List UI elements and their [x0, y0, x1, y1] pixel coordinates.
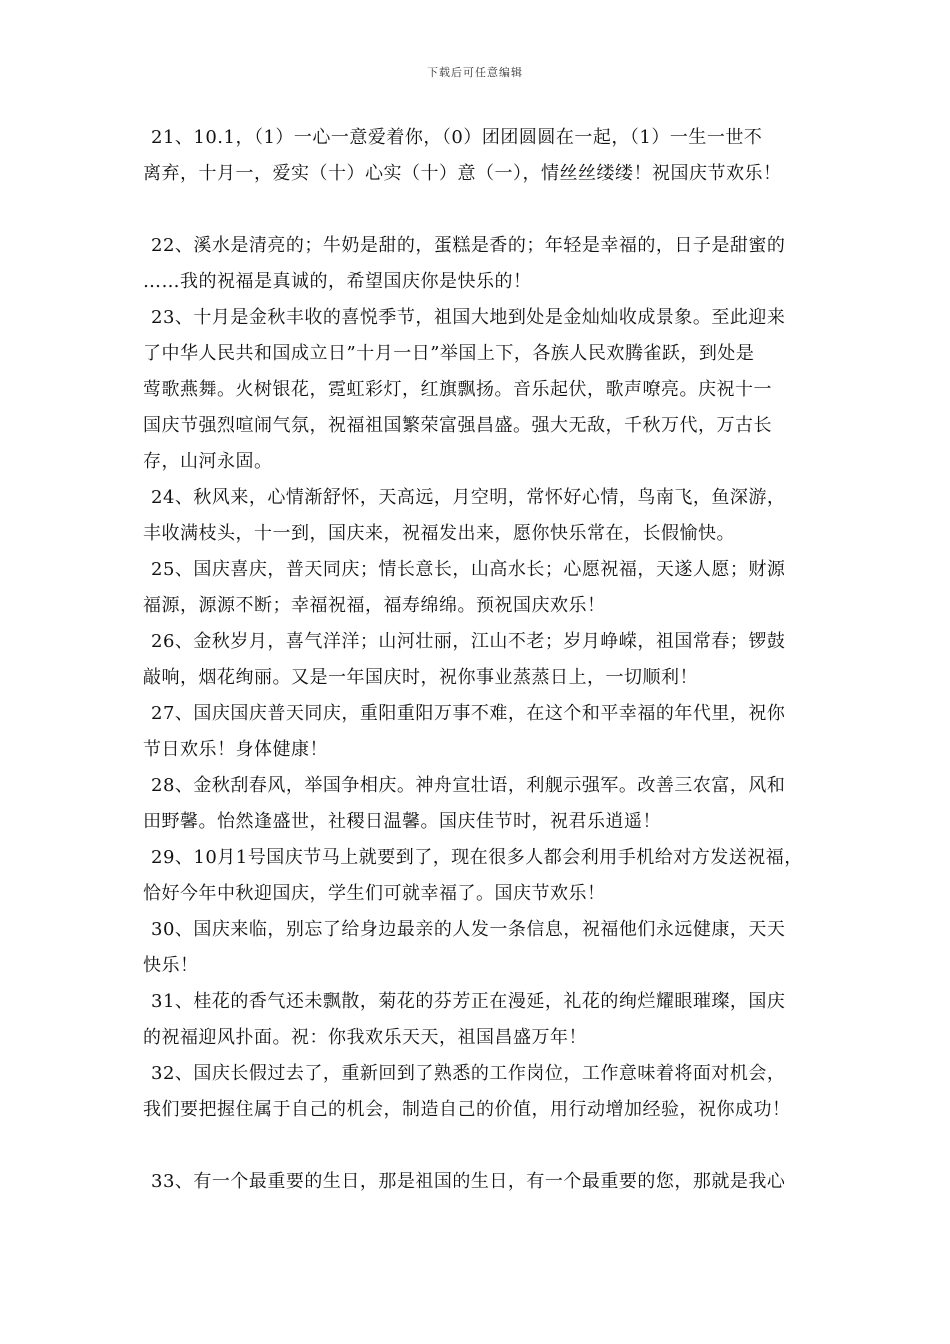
- paragraph-24-line-2: 丰收满枝头，十一到，国庆来，祝福发出来，愿你快乐常在，长假愉快。: [143, 523, 735, 544]
- paragraph-30-line-2: 快乐！: [143, 955, 199, 976]
- paragraph-27-line-1: 27、国庆国庆普天同庆，重阳重阳万事不难，在这个和平幸福的年代里，祝你: [151, 703, 786, 724]
- paragraph-23-line-5: 存，山河永固。: [143, 451, 273, 472]
- paragraph-31-line-1: 31、桂花的香气还未飘散，菊花的芬芳正在漫延，礼花的绚烂耀眼璀璨，国庆: [151, 991, 786, 1012]
- paragraph-spacer: [143, 192, 813, 228]
- paragraph-21-line-1: 21、10.1，（1）一心一意爱着你，（0）团团圆圆在一起，（1）一生一世不: [151, 127, 763, 148]
- paragraph-24-line-1: 24、秋风来，心情渐舒怀，天高远，月空明，常怀好心情，鸟南飞，鱼深游，: [151, 487, 786, 508]
- page-header: 下载后可任意编辑: [427, 66, 523, 79]
- paragraph-21-line-2: 离弃，十月一，爱实（十）心实（十）意（一），情丝丝缕缕！祝国庆节欢乐！: [143, 163, 782, 184]
- paragraph-28-line-2: 田野馨。怡然逢盛世，社稷日温馨。国庆佳节时，祝君乐逍遥！: [143, 811, 661, 832]
- paragraph-31-line-2: 的祝福迎风扑面。祝：你我欢乐天天，祖国昌盛万年！: [143, 1027, 587, 1048]
- paragraph-23-line-1: 23、十月是金秋丰收的喜悦季节，祖国大地到处是金灿灿收成景象。至此迎来: [151, 307, 786, 328]
- paragraph-23-line-3: 莺歌燕舞。火树银花，霓虹彩灯，红旗飘扬。音乐起伏，歌声嘹亮。庆祝十一: [143, 379, 772, 400]
- paragraph-26-line-1: 26、金秋岁月，喜气洋洋；山河壮丽，江山不老；岁月峥嵘，祖国常春；锣鼓: [151, 631, 786, 652]
- paragraph-22-line-2: ……我的祝福是真诚的，希望国庆你是快乐的！: [143, 271, 532, 292]
- paragraph-25-line-1: 25、国庆喜庆，普天同庆；情长意长，山高水长；心愿祝福，天遂人愿；财源: [151, 559, 786, 580]
- paragraph-25-line-2: 福源，源源不断；幸福祝福，福寿绵绵。预祝国庆欢乐！: [143, 595, 606, 616]
- paragraph-23-line-2: 了中华人民共和国成立日”十月一日”举国上下，各族人民欢腾雀跃，到处是: [143, 343, 755, 364]
- paragraph-32-line-2: 我们要把握住属于自己的机会，制造自己的价值，用行动增加经验，祝你成功！: [143, 1099, 791, 1120]
- paragraph-29-line-2: 恰好今年中秋迎国庆，学生们可就幸福了。国庆节欢乐！: [143, 883, 606, 904]
- paragraph-23-line-4: 国庆节强烈喧闹气氛，祝福祖国繁荣富强昌盛。强大无敌，千秋万代，万古长: [143, 415, 772, 436]
- paragraph-26-line-2: 敲响，烟花绚丽。又是一年国庆时，祝你事业蒸蒸日上，一切顺利！: [143, 667, 698, 688]
- paragraph-32-line-1: 32、国庆长假过去了，重新回到了熟悉的工作岗位，工作意味着将面对机会，: [151, 1063, 786, 1084]
- paragraph-27-line-2: 节日欢乐！身体健康！: [143, 739, 328, 760]
- paragraph-22-line-1: 22、溪水是清亮的；牛奶是甜的，蛋糕是香的；年轻是幸福的，日子是甜蜜的: [151, 235, 786, 256]
- paragraph-28-line-1: 28、金秋刮春风，举国争相庆。神舟宣壮语，利舰示强军。改善三农富，风和: [151, 775, 786, 796]
- paragraph-29-line-1: 29、10月1号国庆节马上就要到了，现在很多人都会利用手机给对方发送祝福，: [151, 847, 803, 868]
- paragraph-30-line-1: 30、国庆来临，别忘了给身边最亲的人发一条信息，祝福他们永远健康，天天: [151, 919, 786, 940]
- document-body: [143, 120, 813, 1200]
- paragraph-33-line-1: 33、有一个最重要的生日，那是祖国的生日，有一个最重要的您，那就是我心: [151, 1171, 786, 1192]
- paragraph-spacer: [143, 1128, 813, 1164]
